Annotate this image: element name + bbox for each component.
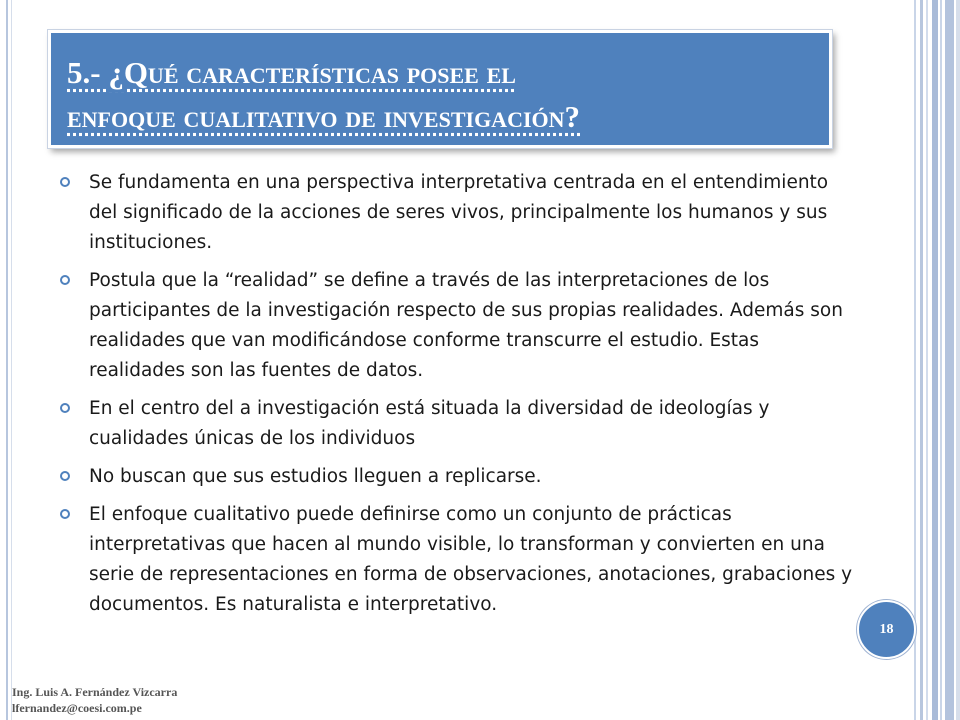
- footer-email: lfernandez@coesi.com.pe: [12, 701, 142, 715]
- bullet-text: Se fundamenta en una perspectiva interpretativa centrada en el entendimiento del significado de la acciones de seres vivos, principalmente los humanos y sus instituciones.: [89, 172, 829, 253]
- bullet-circle-icon: [60, 275, 70, 285]
- bullet-text: Postula que la “realidad” se define a través de las interpretaciones de los participantes de la investigación respecto de sus propias realidades. Además son realidades que van modificándose conforme transcurre el estudio. Estas realidades son las fuentes de datos.: [89, 270, 843, 381]
- slide-title: [67, 51, 827, 139]
- bullet-item: [60, 168, 860, 258]
- bullet-item: [60, 462, 860, 492]
- footer: [12, 684, 177, 716]
- bullet-circle-icon: [60, 509, 70, 519]
- bullet-item: [60, 266, 860, 386]
- page-number-badge: 18: [857, 600, 916, 659]
- bullet-circle-icon: [60, 403, 70, 413]
- bullet-text: En el centro del a investigación está situada la diversidad de ideologías y cualidades únicas de los individuos: [89, 398, 770, 449]
- title-line-1: 5.- ¿Qué características posee el: [67, 55, 516, 90]
- bullet-text: El enfoque cualitativo puede definirse como un conjunto de prácticas interpretativas que hacen al mundo visible, lo transforman y convierten en una serie de representaciones en forma de observaciones, anotaciones, grabaciones y documentos. Es naturalista e interpretativo.: [89, 504, 853, 615]
- footer-author: Ing. Luis A. Fernández Vizcarra: [12, 685, 178, 699]
- title-banner: [48, 30, 832, 148]
- bullet-circle-icon: [60, 471, 70, 481]
- left-border: [6, 0, 12, 720]
- bullet-item: [60, 500, 860, 620]
- title-line-2: enfoque cualitativo de investigación?: [67, 99, 581, 134]
- right-stripe-decoration: [914, 0, 960, 720]
- bullet-circle-icon: [60, 177, 70, 187]
- bullet-item: [60, 394, 860, 454]
- bullet-text: No buscan que sus estudios lleguen a replicarse.: [89, 466, 542, 487]
- bullet-list: [60, 168, 860, 628]
